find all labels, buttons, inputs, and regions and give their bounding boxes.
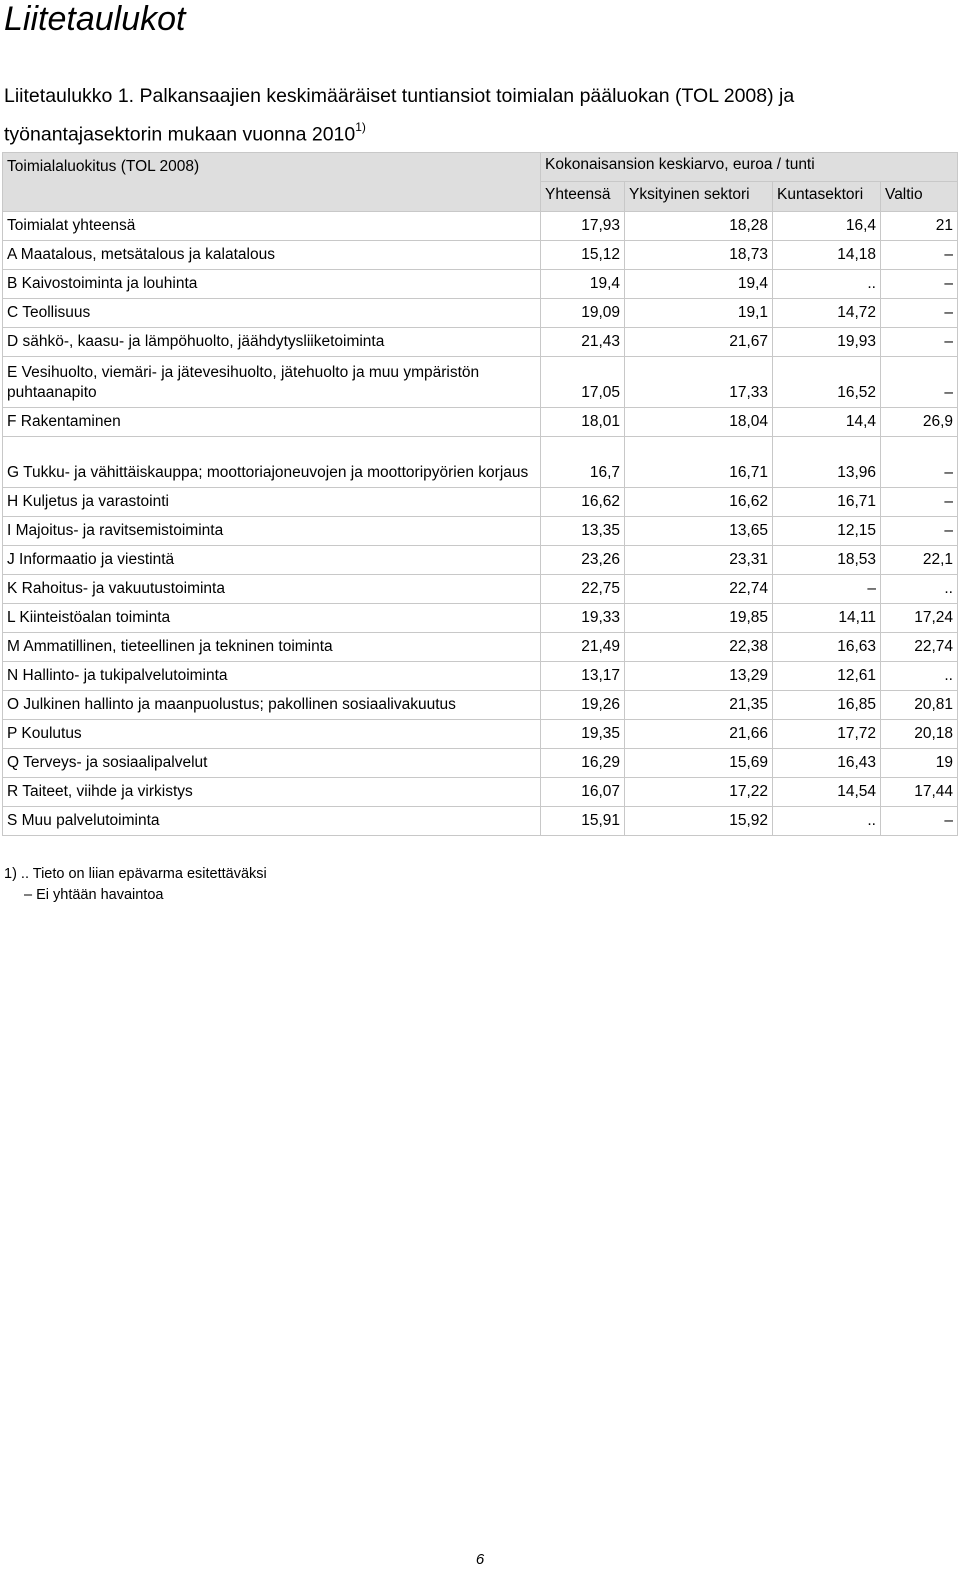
row-value: 17,22: [625, 778, 773, 807]
table-row: [3, 633, 958, 662]
row-label: J Informaatio ja viestintä: [3, 546, 541, 575]
row-label: G Tukku- ja vähittäiskauppa; moottoriajoneuvojen ja moottoripyörien korjaus: [3, 437, 541, 488]
row-value: 16,4: [773, 212, 881, 241]
row-value: –: [881, 517, 958, 546]
row-value: 16,71: [773, 488, 881, 517]
table-row: [3, 488, 958, 517]
row-value: 19,4: [625, 270, 773, 299]
header-col-kunta: Kuntasektori: [773, 182, 881, 212]
row-value: 19: [881, 749, 958, 778]
row-value: 23,31: [625, 546, 773, 575]
row-value: –: [881, 241, 958, 270]
row-value: 20,18: [881, 720, 958, 749]
header-col-yksityinen: Yksityinen sektori: [625, 182, 773, 212]
row-label: P Koulutus: [3, 720, 541, 749]
table-title-text: Liitetaulukko 1. Palkansaajien keskimääräiset tuntiansiot toimialan pääluokan (TOL 2008) ja työnantajasektorin mukaan vuonna 2010: [4, 85, 795, 146]
row-value: 16,43: [773, 749, 881, 778]
row-value: –: [881, 299, 958, 328]
table-row: [3, 691, 958, 720]
table-title-footnote-mark: 1): [355, 120, 366, 134]
row-label: F Rakentaminen: [3, 408, 541, 437]
table-row: [3, 241, 958, 270]
table-row: [3, 270, 958, 299]
table-row: [3, 720, 958, 749]
row-value: 21: [881, 212, 958, 241]
table-row: [3, 517, 958, 546]
row-value: –: [881, 357, 958, 408]
row-value: 18,53: [773, 546, 881, 575]
table-row: [3, 807, 958, 836]
row-label: A Maatalous, metsätalous ja kalatalous: [3, 241, 541, 270]
row-value: 19,35: [541, 720, 625, 749]
row-value: –: [881, 488, 958, 517]
row-label: I Majoitus- ja ravitsemistoiminta: [3, 517, 541, 546]
row-label: K Rahoitus- ja vakuutustoiminta: [3, 575, 541, 604]
row-value: 18,04: [625, 408, 773, 437]
row-value: –: [881, 270, 958, 299]
row-value: 13,29: [625, 662, 773, 691]
row-value: –: [881, 437, 958, 488]
header-col-yhteensa: Yhteensä: [541, 182, 625, 212]
row-value: 23,26: [541, 546, 625, 575]
row-value: 16,63: [773, 633, 881, 662]
table-row: [3, 408, 958, 437]
table-row: [3, 575, 958, 604]
row-value: ..: [881, 575, 958, 604]
row-label: R Taiteet, viihde ja virkistys: [3, 778, 541, 807]
row-value: 22,74: [625, 575, 773, 604]
row-value: 21,49: [541, 633, 625, 662]
row-value: 19,85: [625, 604, 773, 633]
row-value: 15,92: [625, 807, 773, 836]
table-row: [3, 604, 958, 633]
row-value: 22,1: [881, 546, 958, 575]
page-heading: Liitetaulukot: [4, 0, 186, 38]
footnote-uncertain: 1) .. Tieto on liian epävarma esitettäväksi: [4, 866, 267, 882]
row-value: 21,67: [625, 328, 773, 357]
row-value: 16,71: [625, 437, 773, 488]
row-value: 15,12: [541, 241, 625, 270]
row-value: 19,1: [625, 299, 773, 328]
header-row-label: Toimialaluokitus (TOL 2008): [3, 153, 541, 212]
row-value: 14,54: [773, 778, 881, 807]
row-value: 18,28: [625, 212, 773, 241]
row-value: ..: [773, 270, 881, 299]
row-value: 16,52: [773, 357, 881, 408]
row-value: 20,81: [881, 691, 958, 720]
table-row: [3, 749, 958, 778]
table-row: [3, 778, 958, 807]
row-value: 26,9: [881, 408, 958, 437]
row-value: 22,75: [541, 575, 625, 604]
table-row: [3, 299, 958, 328]
row-value: –: [881, 328, 958, 357]
row-value: ..: [773, 807, 881, 836]
row-value: 16,29: [541, 749, 625, 778]
row-value: 22,74: [881, 633, 958, 662]
header-group: Kokonaisansion keskiarvo, euroa / tunti: [541, 153, 958, 182]
row-label: O Julkinen hallinto ja maanpuolustus; pakollinen sosiaalivakuutus: [3, 691, 541, 720]
row-value: 17,44: [881, 778, 958, 807]
row-value: 14,18: [773, 241, 881, 270]
row-value: 16,85: [773, 691, 881, 720]
row-value: 16,07: [541, 778, 625, 807]
row-label: C Teollisuus: [3, 299, 541, 328]
row-value: 13,65: [625, 517, 773, 546]
table-row: [3, 328, 958, 357]
row-value: 21,43: [541, 328, 625, 357]
row-value: 19,4: [541, 270, 625, 299]
row-value: 17,93: [541, 212, 625, 241]
row-label: N Hallinto- ja tukipalvelutoiminta: [3, 662, 541, 691]
row-label: Q Terveys- ja sosiaalipalvelut: [3, 749, 541, 778]
footnotes: [4, 864, 267, 906]
row-value: –: [881, 807, 958, 836]
row-value: 17,24: [881, 604, 958, 633]
page-number: 6: [475, 1551, 485, 1568]
row-value: 13,96: [773, 437, 881, 488]
row-value: 19,26: [541, 691, 625, 720]
row-value: 18,73: [625, 241, 773, 270]
row-value: 19,33: [541, 604, 625, 633]
table-row: [3, 212, 958, 241]
row-value: 12,61: [773, 662, 881, 691]
row-label: D sähkö-, kaasu- ja lämpöhuolto, jäähdytysliiketoiminta: [3, 328, 541, 357]
footnote-no-observations: – Ei yhtään havaintoa: [24, 887, 164, 903]
row-value: ..: [881, 662, 958, 691]
row-label: H Kuljetus ja varastointi: [3, 488, 541, 517]
row-label: M Ammatillinen, tieteellinen ja tekninen toiminta: [3, 633, 541, 662]
row-label: S Muu palvelutoiminta: [3, 807, 541, 836]
row-label: E Vesihuolto, viemäri- ja jätevesihuolto, jätehuolto ja muu ympäristön puhtaanapito: [3, 357, 541, 408]
row-label: B Kaivostoiminta ja louhinta: [3, 270, 541, 299]
row-value: 16,62: [625, 488, 773, 517]
row-value: 14,11: [773, 604, 881, 633]
row-value: 21,35: [625, 691, 773, 720]
row-label: Toimialat yhteensä: [3, 212, 541, 241]
row-value: 17,05: [541, 357, 625, 408]
row-value: 13,35: [541, 517, 625, 546]
row-value: 17,72: [773, 720, 881, 749]
row-value: 17,33: [625, 357, 773, 408]
row-value: 16,7: [541, 437, 625, 488]
table-body: [3, 212, 958, 836]
table-row: [3, 546, 958, 575]
row-value: 19,09: [541, 299, 625, 328]
row-value: 18,01: [541, 408, 625, 437]
row-value: 14,4: [773, 408, 881, 437]
row-value: 14,72: [773, 299, 881, 328]
row-value: 12,15: [773, 517, 881, 546]
header-col-valtio: Valtio: [881, 182, 958, 212]
table-row: [3, 662, 958, 691]
earnings-table: [2, 152, 958, 836]
row-value: 15,91: [541, 807, 625, 836]
table-row: [3, 357, 958, 408]
row-value: 16,62: [541, 488, 625, 517]
row-value: 15,69: [625, 749, 773, 778]
row-value: 19,93: [773, 328, 881, 357]
row-value: 13,17: [541, 662, 625, 691]
row-value: 22,38: [625, 633, 773, 662]
row-label: L Kiinteistöalan toiminta: [3, 604, 541, 633]
table-title: [4, 80, 944, 152]
table-row: [3, 437, 958, 488]
row-value: 21,66: [625, 720, 773, 749]
row-value: –: [773, 575, 881, 604]
